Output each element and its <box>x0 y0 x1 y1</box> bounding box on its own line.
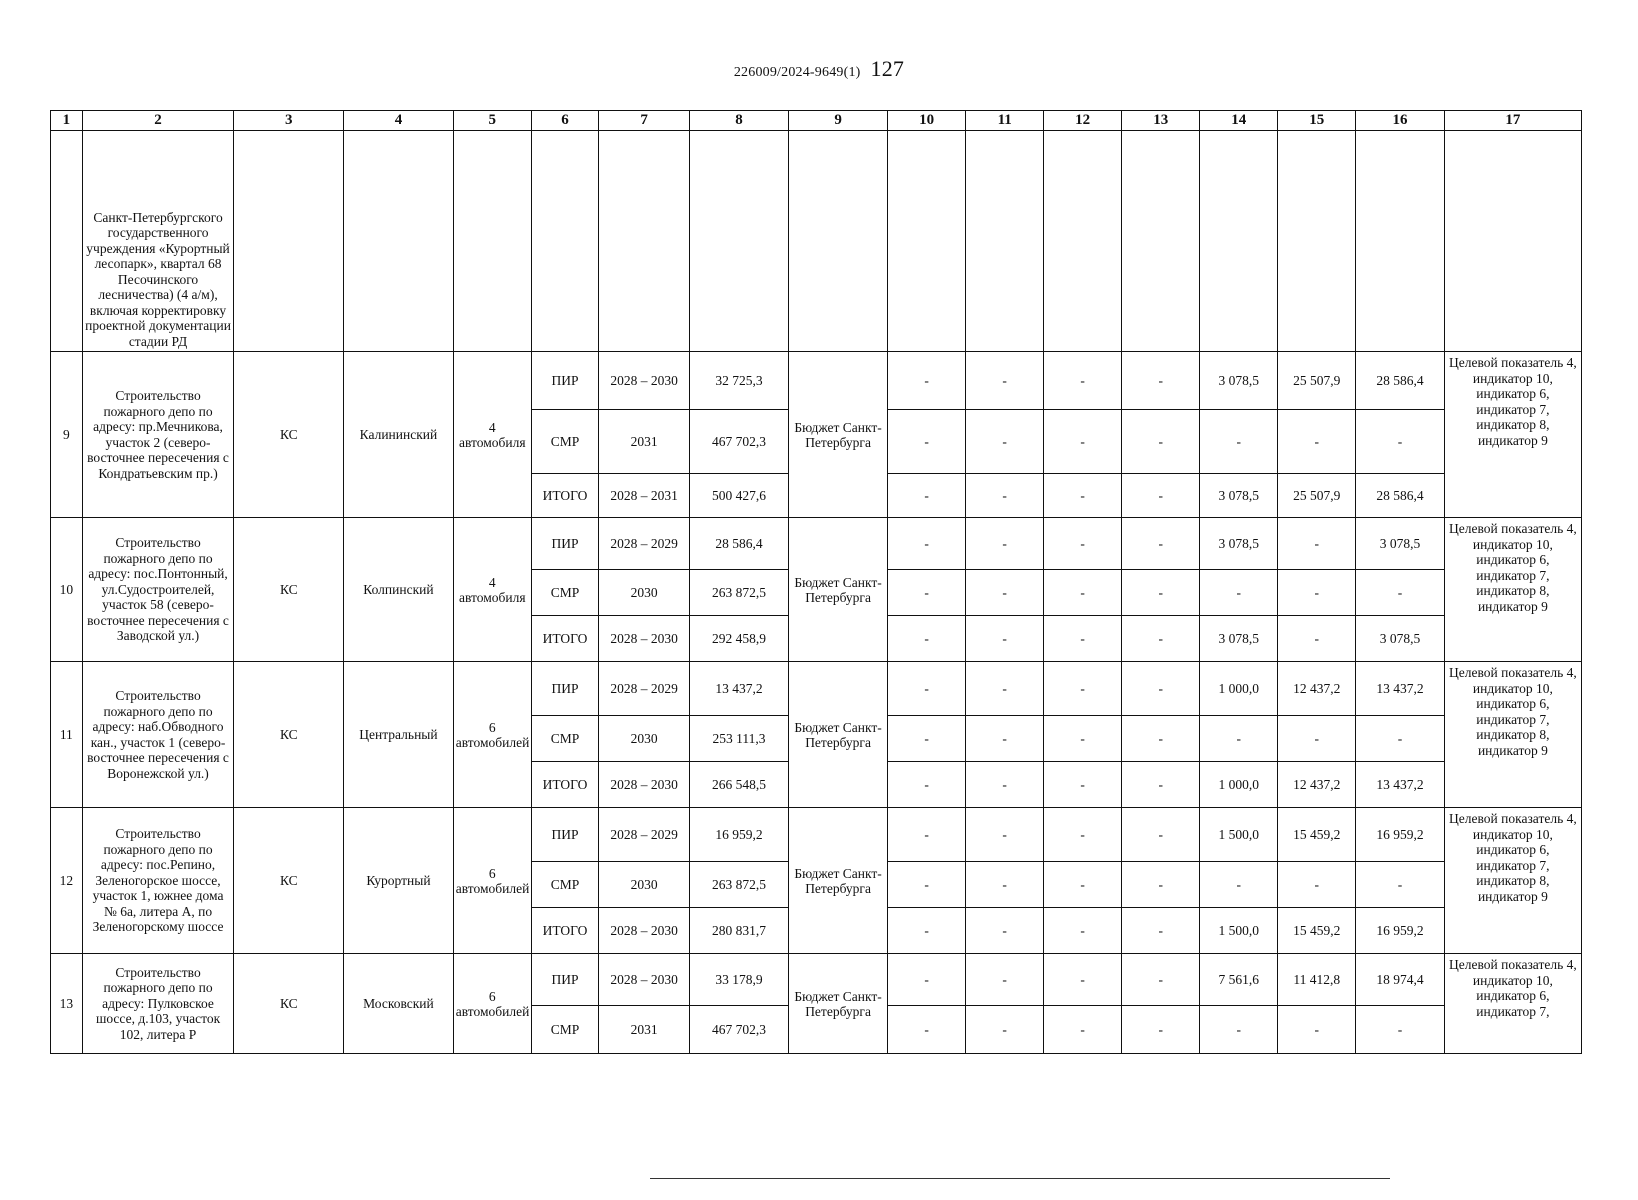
vehicle-capacity: 6 автомобилей <box>453 954 531 1054</box>
stage-period: 2028 – 2029 <box>599 518 690 570</box>
value-cell: - <box>1122 862 1200 908</box>
district: Калининский <box>344 352 454 518</box>
column-header: 6 <box>531 111 598 131</box>
stage-period: 2028 – 2030 <box>599 616 690 662</box>
stage-label: ПИР <box>531 808 598 862</box>
stage-period: 2030 <box>599 716 690 762</box>
row-number: 13 <box>51 954 83 1054</box>
value-cell: 1 500,0 <box>1200 908 1278 954</box>
value-cell: - <box>1122 518 1200 570</box>
cell-empty <box>689 131 788 352</box>
target-indicators: Целевой показатель 4, индикатор 10, индикатор 6, индикатор 7, индикатор 8, индикатор 9 <box>1444 352 1581 518</box>
work-type: КС <box>234 954 344 1054</box>
stage-total: 28 586,4 <box>689 518 788 570</box>
value-cell: - <box>888 762 966 808</box>
value-cell: - <box>1356 570 1445 616</box>
stage-total: 263 872,5 <box>689 570 788 616</box>
value-cell: - <box>888 716 966 762</box>
district: Курортный <box>344 808 454 954</box>
value-cell: 3 078,5 <box>1200 352 1278 410</box>
column-header: 9 <box>789 111 888 131</box>
value-cell: 13 437,2 <box>1356 662 1445 716</box>
district: Центральный <box>344 662 454 808</box>
stage-period: 2028 – 2029 <box>599 662 690 716</box>
column-header: 12 <box>1044 111 1122 131</box>
value-cell: - <box>1278 518 1356 570</box>
cell-empty <box>453 131 531 352</box>
value-cell: - <box>888 662 966 716</box>
continuation-row <box>51 131 1582 352</box>
stage-total: 33 178,9 <box>689 954 788 1006</box>
work-type: КС <box>234 518 344 662</box>
value-cell: - <box>888 518 966 570</box>
value-cell: - <box>966 954 1044 1006</box>
stage-label: ИТОГО <box>531 616 598 662</box>
value-cell: - <box>1122 352 1200 410</box>
column-header: 1 <box>51 111 83 131</box>
funding-source: Бюджет Санкт-Петербурга <box>789 662 888 808</box>
value-cell: 16 959,2 <box>1356 908 1445 954</box>
value-cell: - <box>966 474 1044 518</box>
cell-empty <box>1044 131 1122 352</box>
column-header: 8 <box>689 111 788 131</box>
district: Московский <box>344 954 454 1054</box>
value-cell: - <box>1278 410 1356 474</box>
stage-total: 500 427,6 <box>689 474 788 518</box>
cell-empty <box>599 131 690 352</box>
value-cell: 1 500,0 <box>1200 808 1278 862</box>
column-number-row <box>51 111 1582 131</box>
column-header: 10 <box>888 111 966 131</box>
value-cell: - <box>966 570 1044 616</box>
value-cell: - <box>1356 716 1445 762</box>
value-cell: - <box>1122 1006 1200 1054</box>
object-name: Строительство пожарного депо по адресу: пос.Репино, Зеленогорское шоссе, участок 1, южнее дома № 6а, литера А, по Зеленогорскому шоссе <box>82 808 234 954</box>
value-cell: - <box>1122 908 1200 954</box>
value-cell: 25 507,9 <box>1278 352 1356 410</box>
cell-empty <box>1278 131 1356 352</box>
value-cell: 3 078,5 <box>1200 474 1278 518</box>
value-cell: - <box>966 862 1044 908</box>
target-indicators: Целевой показатель 4, индикатор 10, индикатор 6, индикатор 7, индикатор 8, индикатор 9 <box>1444 518 1581 662</box>
value-cell: - <box>888 352 966 410</box>
value-cell: - <box>1200 570 1278 616</box>
value-cell: - <box>1044 862 1122 908</box>
document-header <box>0 56 1638 82</box>
stage-label: ПИР <box>531 518 598 570</box>
value-cell: 18 974,4 <box>1356 954 1445 1006</box>
value-cell: - <box>1044 808 1122 862</box>
value-cell: - <box>1356 1006 1445 1054</box>
target-indicators: Целевой показатель 4, индикатор 10, индикатор 6, индикатор 7, индикатор 8, индикатор 9 <box>1444 808 1581 954</box>
column-header: 15 <box>1278 111 1356 131</box>
stage-total: 467 702,3 <box>689 410 788 474</box>
stage-label: ИТОГО <box>531 474 598 518</box>
value-cell: - <box>1122 570 1200 616</box>
cell-empty <box>1444 131 1581 352</box>
work-type: КС <box>234 662 344 808</box>
cell-empty <box>51 131 83 352</box>
stage-label: ПИР <box>531 954 598 1006</box>
vehicle-capacity: 4 автомобиля <box>453 518 531 662</box>
column-header: 3 <box>234 111 344 131</box>
value-cell: - <box>966 716 1044 762</box>
vehicle-capacity: 4 автомобиля <box>453 352 531 518</box>
value-cell: - <box>1356 862 1445 908</box>
value-cell: - <box>966 352 1044 410</box>
value-cell: - <box>966 908 1044 954</box>
value-cell: - <box>1122 808 1200 862</box>
investment-table <box>50 110 1582 1054</box>
stage-total: 266 548,5 <box>689 762 788 808</box>
registration-number: 226009/2024-9649(1) <box>733 65 861 80</box>
footer-rule <box>650 1178 1390 1179</box>
funding-source: Бюджет Санкт-Петербурга <box>789 808 888 954</box>
value-cell: - <box>888 954 966 1006</box>
stage-total: 467 702,3 <box>689 1006 788 1054</box>
value-cell: - <box>888 862 966 908</box>
value-cell: 3 078,5 <box>1356 518 1445 570</box>
column-header: 14 <box>1200 111 1278 131</box>
column-header: 4 <box>344 111 454 131</box>
object-name: Строительство пожарного депо по адресу: пр.Мечникова, участок 2 (северо-восточнее пересечения с Кондратьевским пр.) <box>82 352 234 518</box>
funding-source: Бюджет Санкт-Петербурга <box>789 954 888 1054</box>
value-cell: - <box>1122 410 1200 474</box>
value-cell: - <box>1200 1006 1278 1054</box>
stage-label: ПИР <box>531 662 598 716</box>
value-cell: 3 078,5 <box>1356 616 1445 662</box>
stage-row <box>51 808 1582 862</box>
value-cell: 3 078,5 <box>1200 616 1278 662</box>
row-number: 10 <box>51 518 83 662</box>
page-number: 127 <box>870 56 905 81</box>
value-cell: 12 437,2 <box>1278 762 1356 808</box>
value-cell: - <box>1278 716 1356 762</box>
stage-row <box>51 954 1582 1006</box>
table-body <box>51 111 1582 1054</box>
stage-total: 16 959,2 <box>689 808 788 862</box>
value-cell: 25 507,9 <box>1278 474 1356 518</box>
cell-empty <box>1356 131 1445 352</box>
value-cell: 13 437,2 <box>1356 762 1445 808</box>
value-cell: 7 561,6 <box>1200 954 1278 1006</box>
stage-label: СМР <box>531 570 598 616</box>
value-cell: 16 959,2 <box>1356 808 1445 862</box>
cell-empty <box>1122 131 1200 352</box>
work-type: КС <box>234 352 344 518</box>
stage-period: 2030 <box>599 862 690 908</box>
value-cell: - <box>888 410 966 474</box>
cell-empty <box>234 131 344 352</box>
value-cell: 28 586,4 <box>1356 474 1445 518</box>
value-cell: - <box>1122 954 1200 1006</box>
value-cell: - <box>966 410 1044 474</box>
row-number: 9 <box>51 352 83 518</box>
column-header: 11 <box>966 111 1044 131</box>
stage-period: 2031 <box>599 410 690 474</box>
value-cell: - <box>966 808 1044 862</box>
value-cell: - <box>966 1006 1044 1054</box>
value-cell: - <box>888 570 966 616</box>
value-cell: - <box>1122 662 1200 716</box>
vehicle-capacity: 6 автомобилей <box>453 808 531 954</box>
value-cell: - <box>1044 662 1122 716</box>
cell-empty <box>1200 131 1278 352</box>
value-cell: - <box>1278 616 1356 662</box>
column-header: 16 <box>1356 111 1445 131</box>
object-name: Строительство пожарного депо по адресу: наб.Обводного кан., участок 1 (северо-восточнее пересечения с Воронежской ул.) <box>82 662 234 808</box>
value-cell: - <box>1356 410 1445 474</box>
value-cell: - <box>1278 1006 1356 1054</box>
value-cell: 11 412,8 <box>1278 954 1356 1006</box>
column-header: 7 <box>599 111 690 131</box>
object-name-continued: Санкт-Петербургского государственного учреждения «Курортный лесопарк», квартал 68 Песочинского лесничества) (4 а/м), включая корректировку проектной документации стадии РД <box>82 131 234 352</box>
vehicle-capacity: 6 автомобилей <box>453 662 531 808</box>
value-cell: - <box>1122 474 1200 518</box>
funding-source: Бюджет Санкт-Петербурга <box>789 352 888 518</box>
stage-row <box>51 518 1582 570</box>
stage-row <box>51 352 1582 410</box>
value-cell: - <box>1122 716 1200 762</box>
value-cell: 15 459,2 <box>1278 908 1356 954</box>
value-cell: - <box>1122 762 1200 808</box>
stage-label: СМР <box>531 410 598 474</box>
row-number: 11 <box>51 662 83 808</box>
value-cell: - <box>1200 716 1278 762</box>
stage-label: СМР <box>531 862 598 908</box>
cell-empty <box>789 131 888 352</box>
value-cell: - <box>966 762 1044 808</box>
target-indicators: Целевой показатель 4, индикатор 10, индикатор 6, индикатор 7, <box>1444 954 1581 1054</box>
stage-total: 280 831,7 <box>689 908 788 954</box>
value-cell: - <box>1044 570 1122 616</box>
value-cell: - <box>888 908 966 954</box>
value-cell: - <box>888 1006 966 1054</box>
stage-total: 13 437,2 <box>689 662 788 716</box>
cell-empty <box>531 131 598 352</box>
value-cell: - <box>1200 862 1278 908</box>
value-cell: - <box>1044 352 1122 410</box>
value-cell: - <box>1044 474 1122 518</box>
cell-empty <box>966 131 1044 352</box>
value-cell: - <box>1122 616 1200 662</box>
value-cell: - <box>1044 518 1122 570</box>
value-cell: - <box>1044 908 1122 954</box>
column-header: 17 <box>1444 111 1581 131</box>
stage-period: 2028 – 2029 <box>599 808 690 862</box>
value-cell: - <box>888 616 966 662</box>
value-cell: 3 078,5 <box>1200 518 1278 570</box>
stage-label: ПИР <box>531 352 598 410</box>
value-cell: - <box>888 808 966 862</box>
target-indicators: Целевой показатель 4, индикатор 10, индикатор 6, индикатор 7, индикатор 8, индикатор 9 <box>1444 662 1581 808</box>
value-cell: - <box>966 662 1044 716</box>
value-cell: 12 437,2 <box>1278 662 1356 716</box>
object-name: Строительство пожарного депо по адресу: Пулковское шоссе, д.103, участок 102, литера Р <box>82 954 234 1054</box>
stage-label: ИТОГО <box>531 762 598 808</box>
cell-empty <box>344 131 454 352</box>
value-cell: 1 000,0 <box>1200 762 1278 808</box>
value-cell: - <box>1044 954 1122 1006</box>
value-cell: 1 000,0 <box>1200 662 1278 716</box>
column-header: 13 <box>1122 111 1200 131</box>
stage-label: СМР <box>531 1006 598 1054</box>
stage-row <box>51 662 1582 716</box>
stage-label: ИТОГО <box>531 908 598 954</box>
stage-period: 2028 – 2030 <box>599 908 690 954</box>
stage-total: 263 872,5 <box>689 862 788 908</box>
column-header: 2 <box>82 111 234 131</box>
stage-label: СМР <box>531 716 598 762</box>
stage-period: 2028 – 2031 <box>599 474 690 518</box>
value-cell: - <box>1278 862 1356 908</box>
stage-period: 2030 <box>599 570 690 616</box>
value-cell: - <box>1044 616 1122 662</box>
district: Колпинский <box>344 518 454 662</box>
work-type: КС <box>234 808 344 954</box>
stage-total: 292 458,9 <box>689 616 788 662</box>
stage-period: 2028 – 2030 <box>599 352 690 410</box>
value-cell: 15 459,2 <box>1278 808 1356 862</box>
value-cell: - <box>966 518 1044 570</box>
value-cell: - <box>966 616 1044 662</box>
value-cell: - <box>888 474 966 518</box>
stage-total: 253 111,3 <box>689 716 788 762</box>
stage-period: 2028 – 2030 <box>599 762 690 808</box>
value-cell: - <box>1278 570 1356 616</box>
value-cell: - <box>1200 410 1278 474</box>
object-name: Строительство пожарного депо по адресу: пос.Понтонный, ул.Судостроителей, участок 58 (северо-восточнее пересечения с Заводской ул.) <box>82 518 234 662</box>
cell-empty <box>888 131 966 352</box>
row-number: 12 <box>51 808 83 954</box>
column-header: 5 <box>453 111 531 131</box>
value-cell: - <box>1044 1006 1122 1054</box>
value-cell: - <box>1044 762 1122 808</box>
value-cell: - <box>1044 716 1122 762</box>
value-cell: - <box>1044 410 1122 474</box>
stage-period: 2028 – 2030 <box>599 954 690 1006</box>
funding-source: Бюджет Санкт-Петербурга <box>789 518 888 662</box>
stage-period: 2031 <box>599 1006 690 1054</box>
value-cell: 28 586,4 <box>1356 352 1445 410</box>
stage-total: 32 725,3 <box>689 352 788 410</box>
